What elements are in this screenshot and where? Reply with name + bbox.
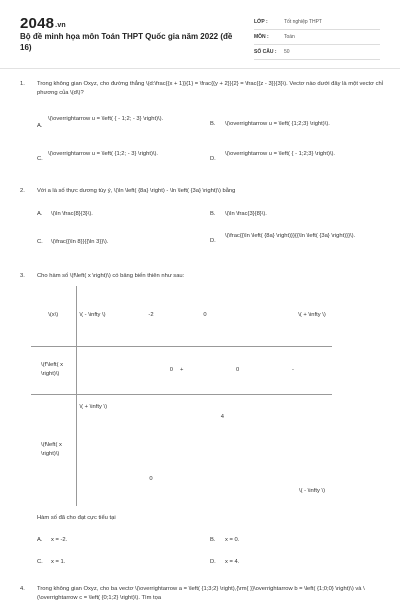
option-d[interactable] bbox=[210, 558, 360, 567]
table-cell: 4 bbox=[220, 413, 224, 420]
header-divider bbox=[0, 68, 400, 69]
option-letter: A. bbox=[37, 537, 43, 543]
meta-value: 50 bbox=[284, 49, 290, 55]
option-text: \(\ln \frac{8}{3}\). bbox=[51, 211, 93, 217]
table-cell: 0 bbox=[234, 346, 292, 394]
option-text: \(\frac{{\ln 8}}{{\ln 3}}\). bbox=[51, 239, 109, 245]
table-cell: 0 bbox=[126, 346, 176, 394]
option-letter: B. bbox=[210, 537, 216, 543]
meta-key: LỚP : bbox=[254, 19, 268, 25]
table-cell: \( - \infty \) bbox=[298, 488, 326, 494]
meta-row-class bbox=[254, 15, 380, 30]
option-d[interactable] bbox=[210, 232, 380, 244]
option-letter: D. bbox=[210, 238, 216, 244]
question-number: 1. bbox=[20, 81, 25, 87]
question-text: Cho hàm số \(f\left( x \right)\) có bảng biến thiên như sau: bbox=[37, 273, 185, 279]
option-c[interactable] bbox=[37, 558, 187, 567]
table-label-derivative: \(f'\left( x \right)\) bbox=[31, 346, 76, 394]
question-3-prompt bbox=[37, 514, 377, 523]
meta-row-subject bbox=[254, 30, 380, 45]
site-logo[interactable] bbox=[20, 15, 66, 32]
option-letter: C. bbox=[37, 559, 43, 565]
option-text: x = -2. bbox=[51, 537, 68, 543]
meta-value: Tốt nghiệp THPT bbox=[284, 19, 322, 25]
option-text: x = 0. bbox=[225, 537, 240, 543]
logo-text: 2048 bbox=[20, 15, 55, 32]
question-number: 4. bbox=[20, 586, 25, 592]
table-label-x: \(x\) bbox=[31, 286, 76, 346]
question-4 bbox=[20, 585, 390, 600]
meta-key: MÔN : bbox=[254, 34, 269, 40]
option-b[interactable] bbox=[210, 536, 360, 545]
table-cell: -2 bbox=[126, 286, 176, 346]
question-text: Hàm số đã cho đạt cực tiểu tại bbox=[37, 515, 116, 521]
document-header bbox=[0, 0, 400, 70]
option-text: \(\frac{{\ln \left( {8a} \right)}}{{\ln \left( {3a} \right)}}\). bbox=[225, 233, 356, 239]
question-text: Trong không gian Oxyz, cho ba vectơ \(\overrightarrow a = \left( {1;3;2} \right),{\rm{ }}\overrightarrow b = \left( {1;0;0} \right)\) và \(\overrightarrow c = \left( {0;1;2} \right)\). Tìm tọa bbox=[37, 586, 365, 600]
option-text: \(\overrightarrow u = \left( { - 1;2; - 3} \right)\). bbox=[48, 116, 164, 122]
question-text: Với a là số thực dương tùy ý, \(\ln \left( {8a} \right) - \ln \left( {3a} \right)\) bằng bbox=[37, 188, 236, 194]
option-b[interactable] bbox=[210, 120, 385, 129]
table-row-derivative bbox=[31, 346, 332, 394]
question-text: Trong không gian Oxyz, cho đường thẳng \(d:\frac{{x + 1}}{1} = \frac{{y + 2}}{2} = \frac{{z - 3}}{3}\). Vectơ nào dưới đây là một vectơ chỉ phương của \(d\)? bbox=[37, 81, 383, 96]
table-cell: - bbox=[292, 346, 332, 394]
option-text: \(\ln \frac{3}{8}\). bbox=[225, 211, 267, 217]
variation-table bbox=[31, 286, 332, 506]
option-letter: B. bbox=[210, 211, 216, 217]
option-letter: B. bbox=[210, 121, 216, 127]
option-text: x = 4. bbox=[225, 559, 240, 565]
meta-value: Toán bbox=[284, 34, 295, 40]
option-letter: C. bbox=[37, 156, 43, 162]
option-c[interactable] bbox=[37, 150, 187, 162]
meta-row-count bbox=[254, 45, 380, 60]
question-3 bbox=[20, 272, 390, 281]
option-letter: A. bbox=[37, 211, 43, 217]
document-title: Bộ đề minh họa môn Toán THPT Quốc gia năm 2022 (đề 16) bbox=[20, 32, 233, 52]
option-a[interactable] bbox=[37, 210, 187, 219]
option-letter: C. bbox=[37, 239, 43, 245]
option-a[interactable] bbox=[37, 536, 187, 545]
option-c[interactable] bbox=[37, 238, 187, 247]
table-cell: + bbox=[176, 346, 234, 394]
option-text: \(\overrightarrow u = \left( { - 1;2;3} \right)\). bbox=[225, 151, 336, 157]
option-text: x = 1. bbox=[51, 559, 66, 565]
meta-key: SỐ CÂU : bbox=[254, 49, 277, 55]
table-row-function bbox=[31, 394, 332, 506]
table-cell: \( + \infty \) bbox=[79, 403, 108, 410]
option-letter: A. bbox=[37, 123, 43, 129]
document-meta bbox=[254, 15, 380, 60]
option-a[interactable] bbox=[37, 115, 187, 129]
question-number: 3. bbox=[20, 273, 25, 279]
logo-suffix: .vn bbox=[55, 22, 66, 29]
option-text: \(\overrightarrow u = \left( {1;2;3} \right)\). bbox=[225, 121, 330, 127]
option-d[interactable] bbox=[210, 150, 360, 162]
table-cell: \( - \infty \) bbox=[76, 286, 126, 346]
option-letter: D. bbox=[210, 559, 216, 565]
table-label-function: \(f\left( x \right)\) bbox=[31, 394, 76, 506]
option-b[interactable] bbox=[210, 210, 360, 219]
option-text: \(\overrightarrow u = \left( {1;2; - 3} \right)\). bbox=[48, 151, 159, 157]
table-cell: 0 bbox=[176, 286, 234, 346]
table-cell: \( + \infty \) bbox=[292, 286, 332, 346]
question-2 bbox=[20, 187, 390, 196]
option-letter: D. bbox=[210, 156, 216, 162]
question-1 bbox=[20, 80, 390, 98]
table-row-x bbox=[31, 286, 332, 346]
table-cell: 0 bbox=[149, 476, 153, 482]
question-number: 2. bbox=[20, 188, 25, 194]
